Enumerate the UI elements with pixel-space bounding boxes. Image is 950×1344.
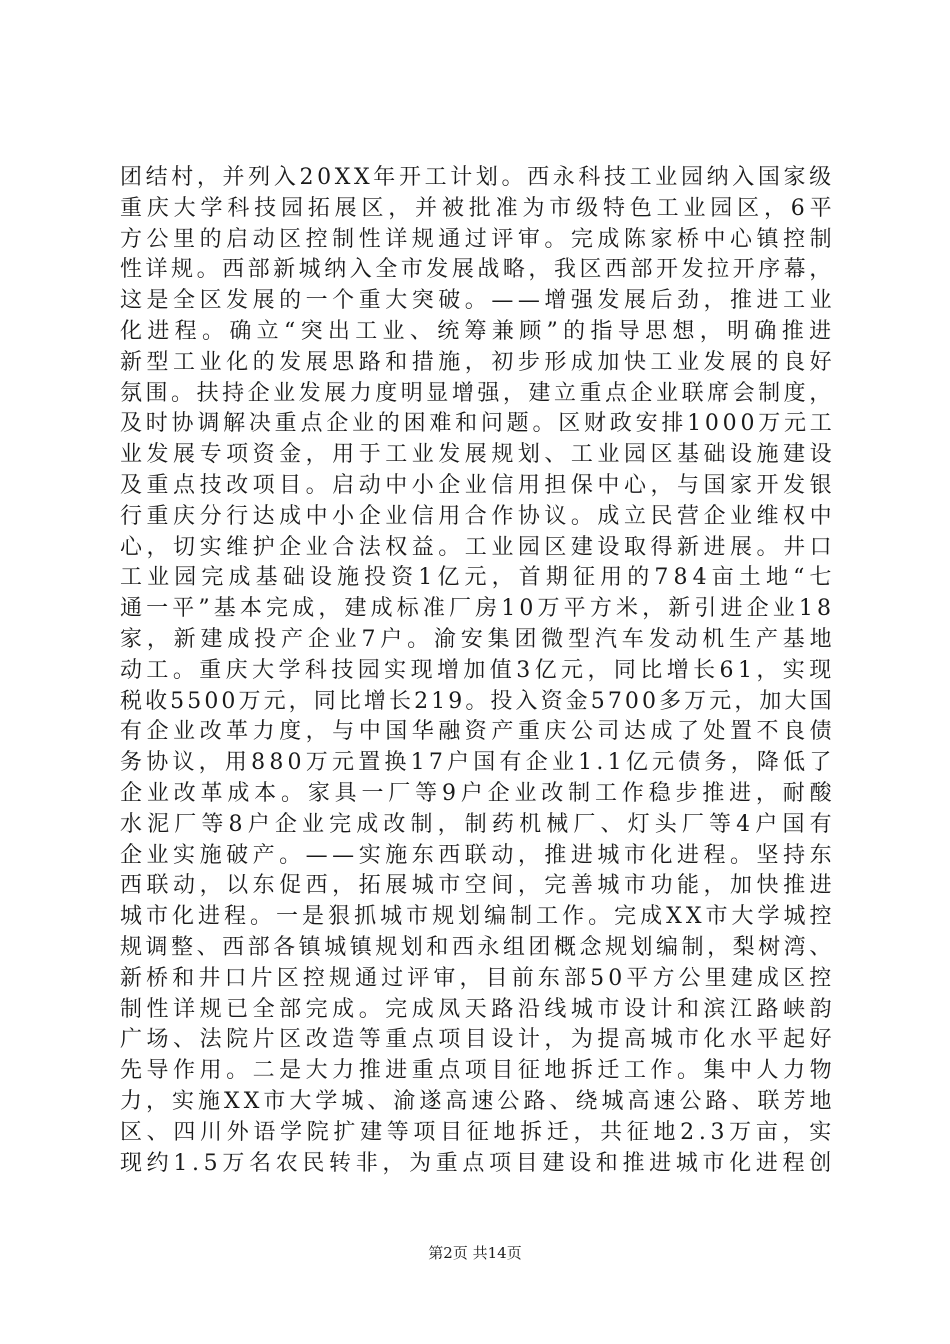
- text-line: 及重点技改项目。启动中小企业信用担保中心，与国家开发银: [120, 472, 837, 498]
- text-line: 西联动，以东促西，拓展城市空间，完善城市功能，加快推进: [120, 873, 837, 899]
- text-line: 水泥厂等8户企业完成改制，制药机械厂、灯头厂等4户国有: [120, 811, 837, 837]
- text-line: 现约1.5万名农民转非，为重点项目建设和推进城市化进程创: [120, 1150, 836, 1176]
- text-line: 企业改革成本。家具一厂等9户企业改制工作稳步推进，耐酸: [120, 780, 837, 806]
- text-line: 新桥和井口片区控规通过评审，目前东部50平方公里建成区控: [120, 965, 836, 991]
- text-line: 规调整、西部各镇城镇规划和西永组团概念规划编制，梨树湾、: [120, 934, 835, 960]
- text-line: 区、四川外语学院扩建等项目征地拆迁，共征地2.3万亩，实: [120, 1119, 836, 1145]
- text-line: 性详规。西部新城纳入全市发展战略，我区西部开发拉开序幕，: [120, 257, 835, 283]
- text-line: 先导作用。二是大力推进重点项目征地拆迁工作。集中人力物: [120, 1058, 837, 1084]
- text-line: 工业园完成基础设施投资1亿元，首期征用的784亩土地“七: [120, 565, 837, 591]
- text-line: 新型工业化的发展思路和措施，初步形成加快工业发展的良好: [120, 349, 837, 375]
- page-footer: 第2页 共14页: [428, 1244, 522, 1262]
- text-line: 广场、法院片区改造等重点项目设计，为提高城市化水平起好: [120, 1027, 837, 1053]
- text-line: 业发展专项资金，用于工业发展规划、工业园区基础设施建设: [120, 442, 837, 468]
- text-line: 团结村，并列入20XX年开工计划。西永科技工业园纳入国家级: [120, 165, 835, 190]
- text-line: 动工。重庆大学科技园实现增加值3亿元，同比增长61，实现: [120, 657, 836, 683]
- text-line: 力，实施XX市大学城、渝遂高速公路、绕城高速公路、联芳地: [120, 1088, 836, 1114]
- text-line: 及时协调解决重点企业的困难和问题。区财政安排1000万元工: [120, 411, 836, 437]
- text-line: 城市化进程。一是狠抓城市规划编制工作。完成XX市大学城控: [120, 904, 836, 930]
- text-line: 方公里的启动区控制性详规通过评审。完成陈家桥中心镇控制: [120, 226, 837, 252]
- text-line: 这是全区发展的一个重大突破。——增强发展后劲，推进工业: [120, 288, 837, 314]
- text-line: 有企业改革力度，与中国华融资产重庆公司达成了处置不良债: [120, 719, 837, 745]
- text-line: 重庆大学科技园拓展区，并被批准为市级特色工业园区，6平: [120, 195, 837, 221]
- text-line: 化进程。确立“突出工业、统筹兼顾”的指导思想，明确推进: [120, 318, 837, 344]
- text-line: 税收5500万元，同比增长219。投入资金5700多万元，加大国: [120, 688, 835, 714]
- body-text: [120, 163, 837, 1179]
- text-line: 心，切实维护企业合法权益。工业园区建设取得新进展。井口: [120, 534, 837, 560]
- text-line: 通一平”基本完成，建成标准厂房10万平方米，新引进企业18: [120, 596, 836, 622]
- text-line: 氛围。扶持企业发展力度明显增强，建立重点企业联席会制度，: [120, 380, 835, 406]
- text-line: 行重庆分行达成中小企业信用合作协议。成立民营企业维权中: [120, 503, 837, 529]
- text-line: 制性详规已全部完成。完成凤天路沿线城市设计和滨江路峡韵: [120, 996, 837, 1022]
- text-line: 家，新建成投产企业7户。渝安集团微型汽车发动机生产基地: [120, 626, 837, 652]
- text-line: 企业实施破产。——实施东西联动，推进城市化进程。坚持东: [120, 842, 837, 868]
- text-line: 务协议，用880万元置换17户国有企业1.1亿元债务，降低了: [120, 750, 836, 776]
